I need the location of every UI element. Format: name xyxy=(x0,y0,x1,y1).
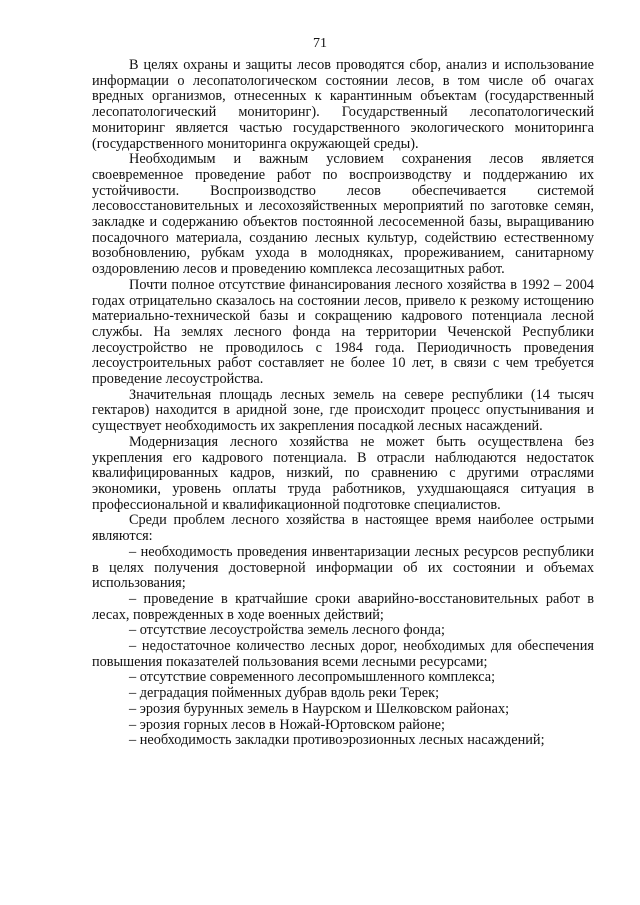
paragraph: В целях охраны и защиты лесов проводятся сбор, анализ и использование информации о лесопатологическом состоянии лесов, в том числе об очагах вредных организмов, отнесенных к карантинным объектам (государственный лесопатологический мониторинг). Государственный лесопатологический мониторинг является частью государственного экологического мониторинга (государственного мониторинга окружающей среды). xyxy=(92,57,594,152)
paragraph: Необходимым и важным условием сохранения лесов является своевременное проведение работ по воспроизводству и поддержанию их устойчивости. Воспроизводство лесов обеспечивается системой лесовосстановительных и лесохозяйственных мероприятий по заготовке семян, закладке и содержанию объектов постоянной лесосеменной базы, выращиванию посадочного материала, созданию лесных культур, содействию естественному возобновлению, рубкам ухода в молодняках, прореживанием, санитарному оздоровлению лесов и проведению комплекса лесозащитных работ. xyxy=(92,151,594,278)
list-item: – отсутствие лесоустройства земель лесного фонда; xyxy=(129,622,445,639)
page-number: 71 xyxy=(313,36,327,51)
list-item: – деградация пойменных дубрав вдоль реки Терек; xyxy=(129,685,440,702)
list-item: – недостаточное количество лесных дорог, необходимых для обеспечения повышения показателей пользования всеми лесными ресурсами; xyxy=(92,638,594,670)
body-text xyxy=(92,58,594,749)
list-item: – эрозия бурунных земель в Наурском и Шелковском районах; xyxy=(129,700,510,717)
list-item: – эрозия горных лесов в Ножай-Юртовском районе; xyxy=(129,716,445,733)
list-item: – необходимость проведения инвентаризации лесных ресурсов республики в целях получения достоверной информации об их состоянии и объемах использования; xyxy=(92,543,594,592)
paragraph: Модернизация лесного хозяйства не может быть осуществлена без укрепления его кадрового потенциала. В отрасли наблюдаются недостаток квалифицированных кадров, низкий, по сравнению с другими отраслями экономики, уровень оплаты труда работников, ухудшающаяся ситуация в профессиональной и квалификационной подготовке специалистов. xyxy=(92,433,594,513)
list-item: – необходимость закладки противоэрозионных лесных насаждений; xyxy=(129,732,545,749)
paragraph: Почти полное отсутствие финансирования лесного хозяйства в 1992 – 2004 годах отрицательно сказалось на состоянии лесов, привело к резкому истощению материально-технической базы и сокращению кадрового потенциала лесной службы. На землях лесного фонда на территории Чеченской Республики лесоустройство не проводилось с 1984 года. Периодичность проведения лесоустроительных работ составляет не более 10 лет, в связи с чем требуется проведение лесоустройства. xyxy=(92,276,594,388)
list-item: – проведение в кратчайшие сроки аварийно-восстановительных работ в лесах, поврежденных в ходе военных действий; xyxy=(92,590,594,623)
paragraph: Среди проблем лесного хозяйства в настоящее время наиболее острыми являются: xyxy=(92,512,594,545)
list-item: – отсутствие современного лесопромышленного комплекса; xyxy=(129,669,496,686)
paragraph: Значительная площадь лесных земель на севере республики (14 тысяч гектаров) находится в аридной зоне, где происходит процесс опустынивания и существует необходимость их закрепления посадкой лесных насаждений. xyxy=(92,386,594,435)
